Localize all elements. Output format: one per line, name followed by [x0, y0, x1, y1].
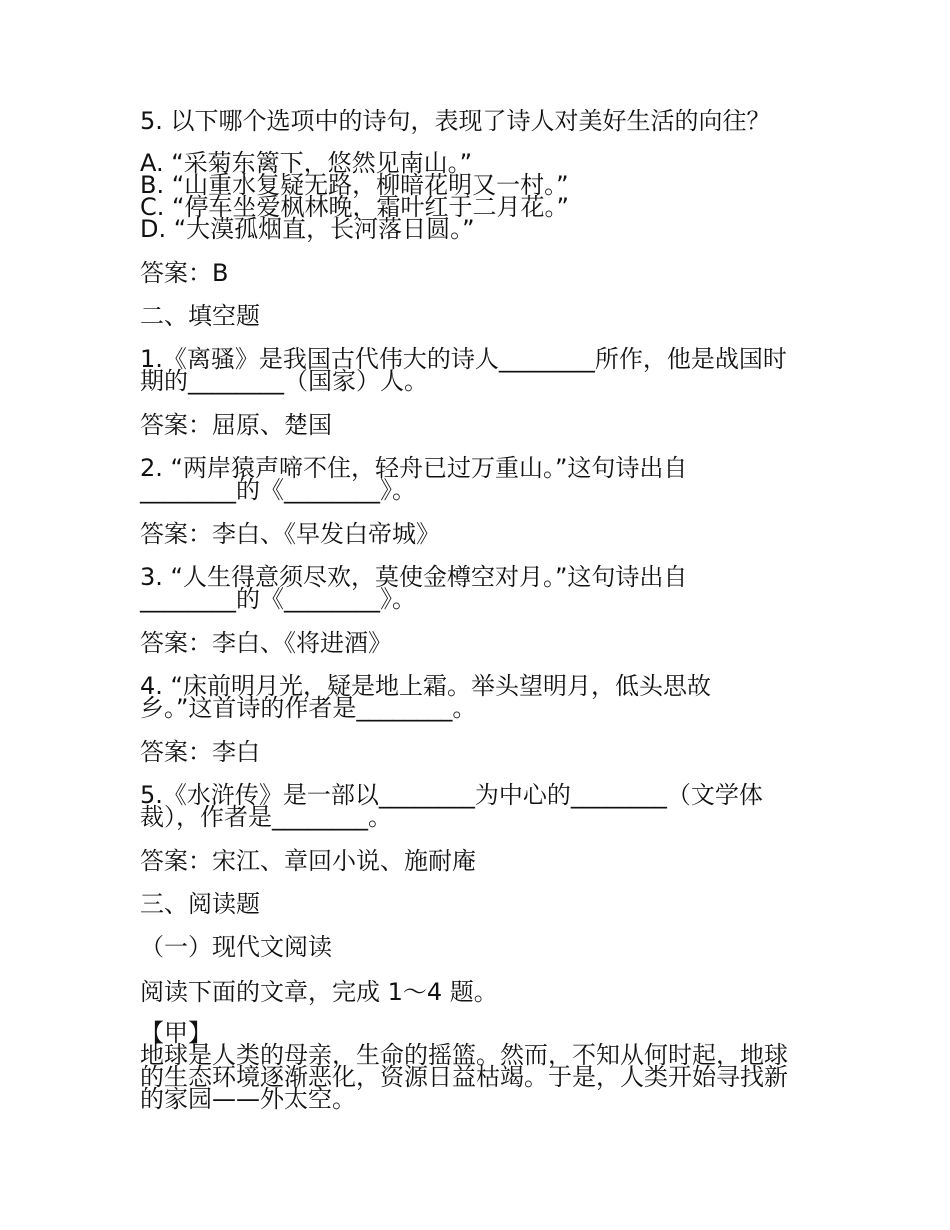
section-3-subheading: （一）现代文阅读 — [140, 933, 332, 961]
fill-3-line-1: 3. “人生得意须尽欢，莫使金樽空对月。”这句诗出自 — [140, 563, 688, 591]
fill-5-line-1: 5.《水浒传》是一部以________为中心的________（文学体 — [140, 781, 763, 809]
answer-fill-1: 答案：屈原、楚国 — [140, 411, 332, 439]
question-5-text: 5. 以下哪个选项中的诗句，表现了诗人对美好生活的向往？ — [140, 107, 771, 135]
fill-2-line-1: 2. “两岸猿声啼不住，轻舟已过万重山。”这句诗出自 — [140, 454, 688, 482]
section-3-heading: 三、阅读题 — [140, 890, 260, 918]
answer-fill-3: 答案：李白、《将进酒》 — [140, 629, 392, 657]
answer-q5: 答案：B — [140, 259, 229, 287]
fill-1-line-2: 期的________（国家）人。 — [140, 367, 428, 395]
option-d: D. “大漠孤烟直，长河落日圆。” — [140, 215, 475, 243]
passage-label: 【甲】 — [140, 1019, 212, 1047]
section-2-heading: 二、填空题 — [140, 302, 260, 330]
option-c: C. “停车坐爱枫林晚，霜叶红于二月花。” — [140, 193, 569, 221]
fill-2-line-2: ________的《________》。 — [140, 476, 416, 504]
option-a: A. “采菊东篱下，悠然见南山。” — [140, 149, 473, 177]
passage-line-3: 的家园——外太空。 — [140, 1085, 356, 1113]
reading-instruction: 阅读下面的文章，完成 1～4 题。 — [140, 978, 498, 1006]
option-b: B. “山重水复疑无路，柳暗花明又一村。” — [140, 171, 569, 199]
fill-4-line-2: 乡。”这首诗的作者是________。 — [140, 694, 477, 722]
answer-fill-2: 答案：李白、《早发白帝城》 — [140, 520, 440, 548]
fill-1-line-1: 1.《离骚》是我国古代伟大的诗人________所作，他是战国时 — [140, 345, 787, 373]
passage-line-1: 地球是人类的母亲，生命的摇篮。然而，不知从何时起，地球 — [140, 1041, 788, 1069]
fill-4-line-1: 4. “床前明月光，疑是地上霜。举头望明月，低头思故 — [140, 672, 711, 700]
passage-line-2: 的生态环境逐渐恶化，资源日益枯竭。于是，人类开始寻找新 — [140, 1063, 788, 1091]
answer-fill-4: 答案：李白 — [140, 738, 260, 766]
fill-3-line-2: ________的《________》。 — [140, 585, 416, 613]
answer-fill-5: 答案：宋江、章回小说、施耐庵 — [140, 847, 476, 875]
fill-5-line-2: 裁），作者是________。 — [140, 803, 392, 831]
